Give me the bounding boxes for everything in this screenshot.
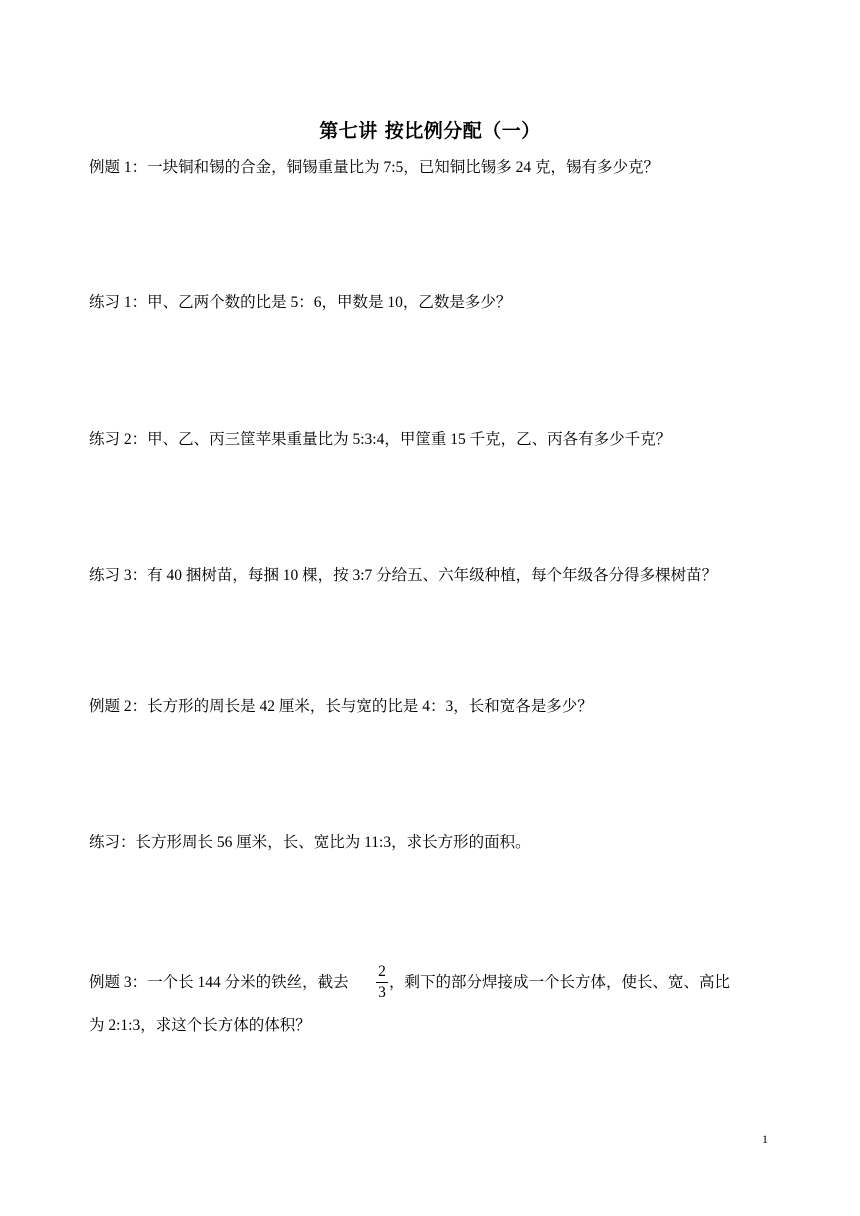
exercise-1: 练习 1：甲、乙两个数的比是 5：6，甲数是 10，乙数是多少？ — [89, 294, 512, 311]
example-3-text-a: 例题 3：一个长 144 分米的铁丝，截去 — [89, 974, 349, 991]
example-1: 例题 1：一块铜和锡的合金，铜锡重量比为 7:5，已知铜比锡多 24 克，锡有多少克？ — [89, 159, 660, 176]
page-number: 1 — [762, 1132, 768, 1146]
example-2: 例题 2：长方形的周长是 42 厘米，长与宽的比是 4：3，长和宽各是多少？ — [89, 698, 593, 715]
exercise-2: 练习 2：甲、乙、丙三筐苹果重量比为 5:3:4，甲筐重 15 千克，乙、丙各有多少千克？ — [89, 431, 672, 448]
example-3-line-2: 为 2:1:3，求这个长方体的体积？ — [89, 1017, 311, 1034]
fraction-numerator: 2 — [378, 963, 386, 980]
exercise-3: 练习 3：有 40 捆树苗，每捆 10 棵，按 3:7 分给五、六年级种植，每个年级各分得多棵树苗？ — [89, 567, 718, 584]
example-3-text-b: ，剩下的部分焊接成一个长方体，使长、宽、高比 — [389, 974, 731, 991]
example-3 — [89, 962, 779, 1034]
exercise-4: 练习：长方形周长 56 厘米，长、宽比为 11:3，求长方形的面积。 — [89, 834, 531, 851]
page-title: 第七讲 按比例分配（一） — [319, 120, 541, 142]
fraction — [375, 962, 389, 1003]
fraction-denominator: 3 — [378, 984, 386, 1001]
example-3-line-1 — [89, 962, 779, 1004]
